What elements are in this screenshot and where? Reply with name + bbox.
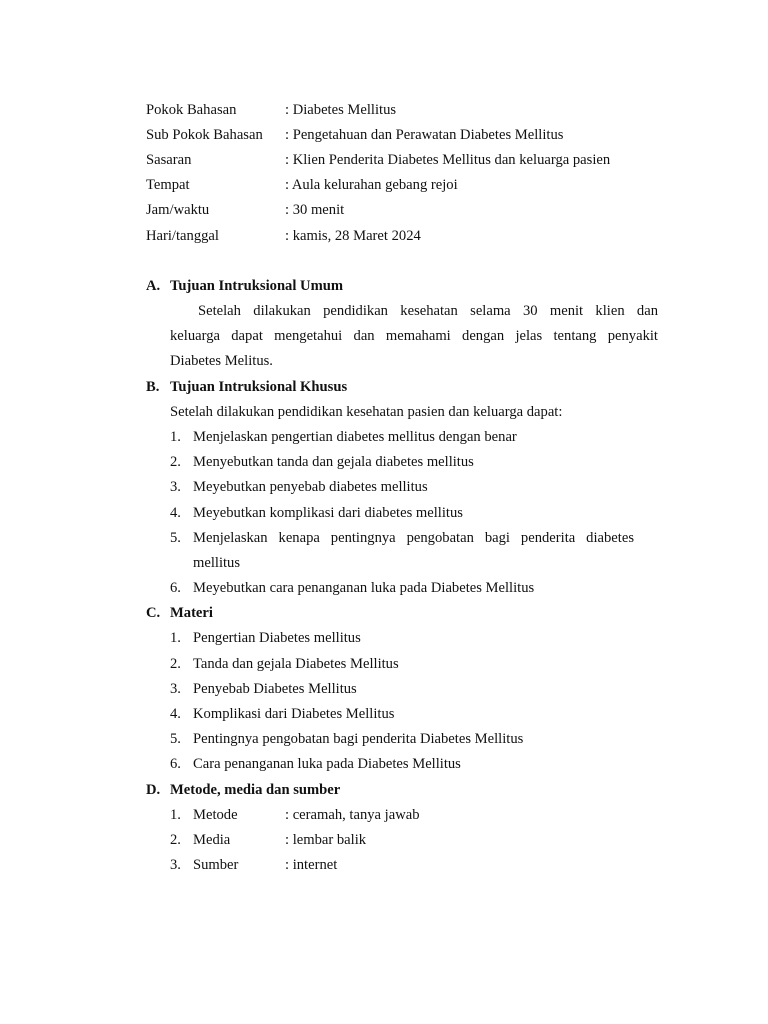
list-number: 6.: [170, 756, 181, 772]
list-item: [0, 576, 768, 600]
section-title: Tujuan Intruksional Khusus: [170, 379, 348, 395]
section-title: Metode, media dan sumber: [170, 782, 341, 798]
section-a-heading: [0, 274, 768, 298]
section-letter: A.: [146, 278, 161, 294]
list-item: [0, 526, 768, 550]
list-number: 2.: [170, 832, 181, 848]
list-number: 2.: [170, 454, 181, 470]
list-value: : lembar balik: [285, 832, 367, 848]
info-value: : Klien Penderita Diabetes Mellitus dan keluarga pasien: [285, 152, 611, 168]
list-text: mellitus: [193, 555, 241, 571]
section-title: Tujuan Intruksional Umum: [170, 278, 344, 294]
info-label: Sub Pokok Bahasan: [146, 127, 263, 143]
info-value: : 30 menit: [285, 202, 345, 218]
list-item: [0, 501, 768, 525]
list-number: 1.: [170, 807, 181, 823]
list-item: [0, 853, 768, 877]
list-number: 1.: [170, 630, 181, 646]
list-item: [0, 752, 768, 776]
list-number: 3.: [170, 479, 181, 495]
info-label: Sasaran: [146, 152, 192, 168]
list-item: [0, 475, 768, 499]
list-text: Pengertian Diabetes mellitus: [193, 630, 361, 646]
list-text: Cara penanganan luka pada Diabetes Mellitus: [193, 756, 461, 772]
list-label: Sumber: [193, 857, 239, 873]
info-row-pokok-bahasan: [0, 98, 768, 122]
list-text: Pentingnya pengobatan bagi penderita Diabetes Mellitus: [193, 731, 524, 747]
paragraph-line: Setelah dilakukan pendidikan kesehatan selama 30 menit klien dan: [198, 303, 658, 319]
list-item: [0, 450, 768, 474]
paragraph-line: keluarga dapat mengetahui dan memahami dengan jelas tentang penyakit: [170, 328, 658, 344]
section-a-paragraph-line-1: [0, 299, 768, 323]
info-value: : Pengetahuan dan Perawatan Diabetes Mellitus: [285, 127, 564, 143]
list-item: [0, 425, 768, 449]
section-letter: B.: [146, 379, 160, 395]
list-value: : ceramah, tanya jawab: [285, 807, 420, 823]
list-item: [0, 652, 768, 676]
section-letter: D.: [146, 782, 161, 798]
list-text: Meyebutkan penyebab diabetes mellitus: [193, 479, 428, 495]
info-row-sub-pokok-bahasan: [0, 123, 768, 147]
list-item: [0, 702, 768, 726]
list-number: 4.: [170, 706, 181, 722]
list-number: 6.: [170, 580, 181, 596]
info-label: Pokok Bahasan: [146, 102, 237, 118]
info-value: : Aula kelurahan gebang rejoi: [285, 177, 458, 193]
info-value: : kamis, 28 Maret 2024: [285, 228, 421, 244]
list-text: Menyebutkan tanda dan gejala diabetes mellitus: [193, 454, 474, 470]
list-item: [0, 803, 768, 827]
list-label: Media: [193, 832, 231, 848]
section-d-heading: [0, 778, 768, 802]
list-item: [0, 626, 768, 650]
info-value: : Diabetes Mellitus: [285, 102, 397, 118]
list-text: Meyebutkan cara penanganan luka pada Diabetes Mellitus: [193, 580, 535, 596]
list-label: Metode: [193, 807, 238, 823]
list-text: Komplikasi dari Diabetes Mellitus: [193, 706, 395, 722]
list-number: 5.: [170, 731, 181, 747]
info-label: Tempat: [146, 177, 190, 193]
info-row-tempat: [0, 173, 768, 197]
list-number: 3.: [170, 857, 181, 873]
list-item: [0, 677, 768, 701]
list-item-continuation: [0, 551, 768, 575]
list-text: Tanda dan gejala Diabetes Mellitus: [193, 656, 399, 672]
list-number: 5.: [170, 530, 181, 546]
info-row-jam-waktu: [0, 198, 768, 222]
list-text: Meyebutkan komplikasi dari diabetes mellitus: [193, 505, 463, 521]
info-row-sasaran: [0, 148, 768, 172]
section-c-heading: [0, 601, 768, 625]
list-item: [0, 828, 768, 852]
section-b-heading: [0, 375, 768, 399]
section-a-paragraph-line-3: [0, 349, 768, 373]
info-row-hari-tanggal: [0, 224, 768, 248]
info-label: Jam/waktu: [146, 202, 210, 218]
list-value: : internet: [285, 857, 338, 873]
list-text: Menjelaskan pengertian diabetes mellitus dengan benar: [193, 429, 517, 445]
list-text: Penyebab Diabetes Mellitus: [193, 681, 357, 697]
list-number: 1.: [170, 429, 181, 445]
intro-text: Setelah dilakukan pendidikan kesehatan pasien dan keluarga dapat:: [170, 404, 563, 420]
list-number: 3.: [170, 681, 181, 697]
list-text: Menjelaskan kenapa pentingnya pengobatan bagi penderita diabetes: [193, 530, 634, 546]
list-number: 2.: [170, 656, 181, 672]
list-item: [0, 727, 768, 751]
section-title: Materi: [170, 605, 213, 621]
section-a-paragraph-line-2: [0, 324, 768, 348]
section-b-intro: [0, 400, 768, 424]
info-label: Hari/tanggal: [146, 228, 219, 244]
list-number: 4.: [170, 505, 181, 521]
section-letter: C.: [146, 605, 161, 621]
paragraph-line: Diabetes Melitus.: [170, 353, 273, 369]
